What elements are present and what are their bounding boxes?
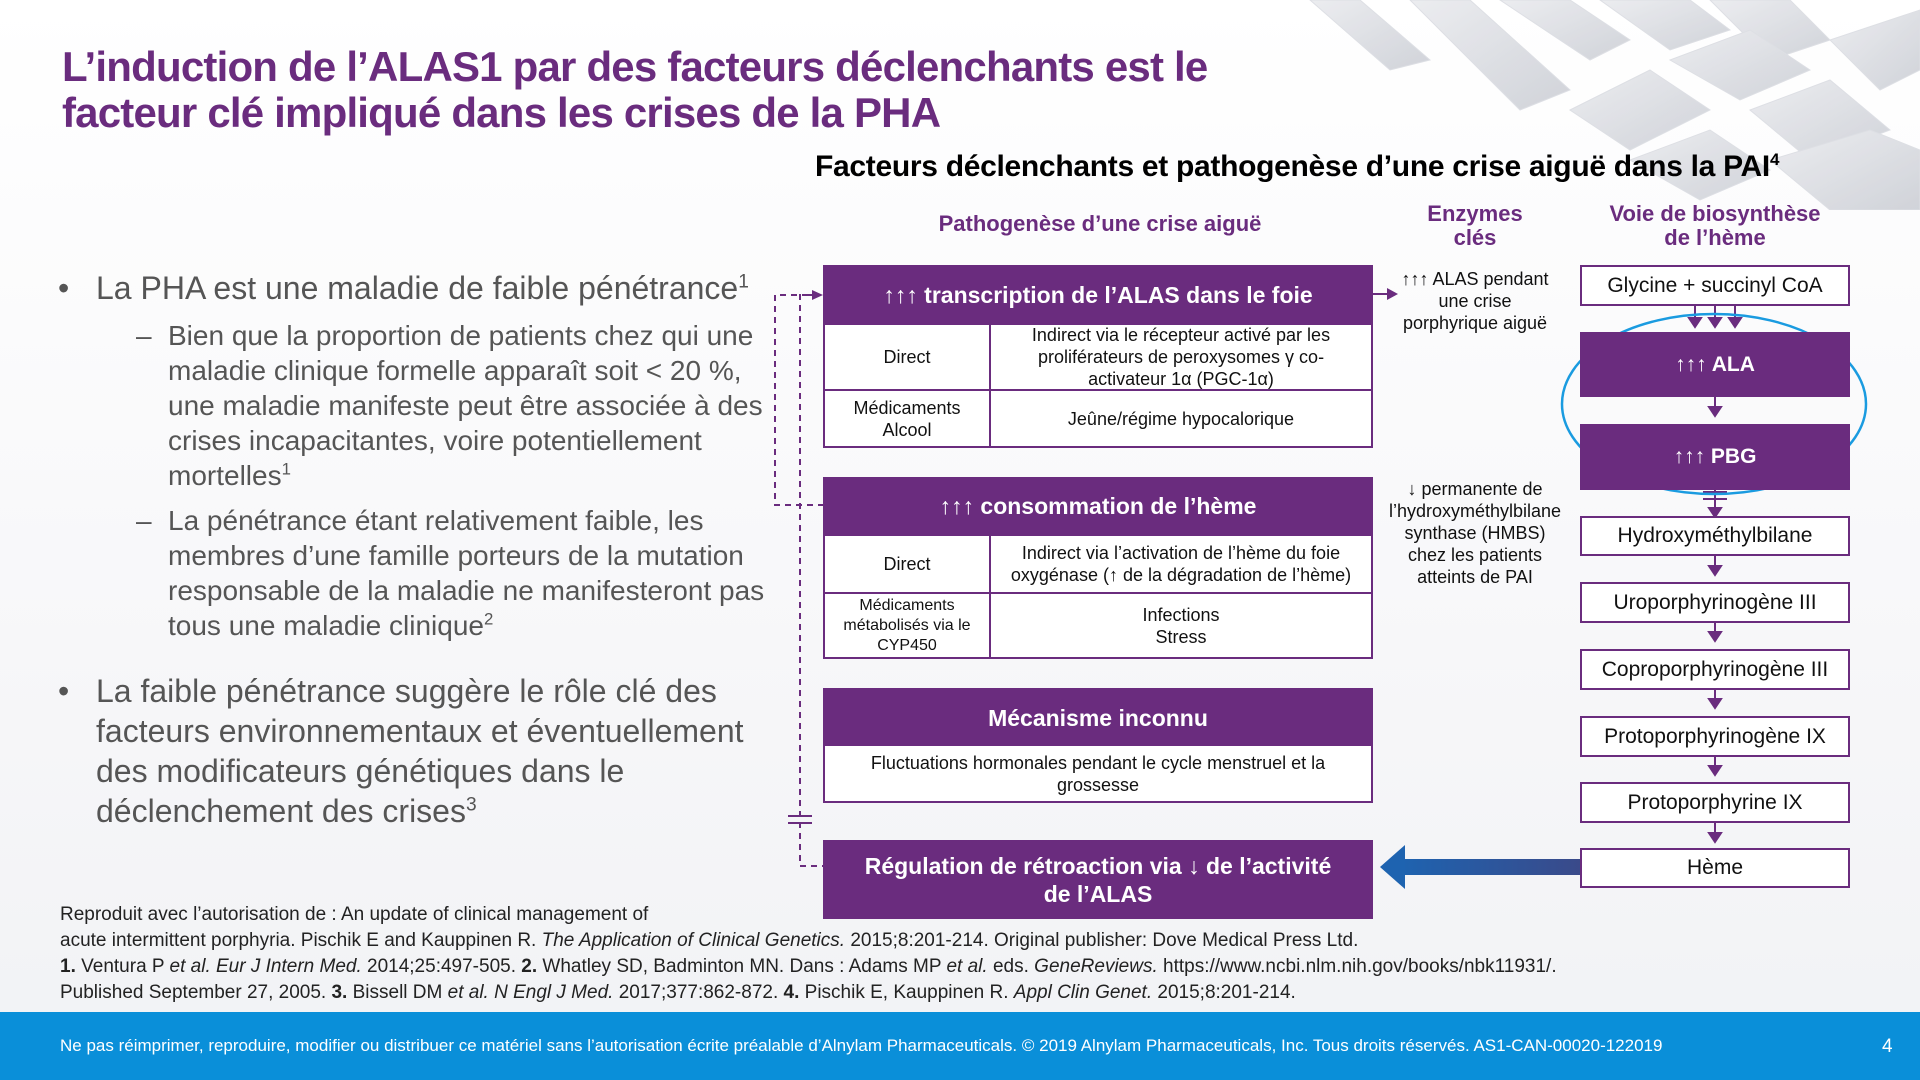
box-alas-transcription (823, 265, 1373, 448)
arrow-down-icon (1709, 566, 1721, 575)
column-header-heme-pathway (1570, 202, 1860, 250)
bullet-item-1 (58, 268, 788, 643)
dashed-arrowhead-icon (812, 290, 823, 300)
bullet-2-ref: 3 (465, 794, 477, 816)
sub-bullet-1a-text: Bien que la proportion de patients chez qui une maladie clinique formelle apparaît soit < 20 %, une maladie manifeste peut être associée à des crises incapacitantes, voire potentiellement mortelles (168, 320, 763, 491)
sub-bullet-1b-ref: 2 (483, 609, 494, 629)
box2-infections-text (991, 594, 1371, 657)
reference-line-4: Published September 27, 2005. 3. Bissell DM et al. N Engl J Med. 2017;377:862-872. 4. Pischik E, Kauppinen R. Appl Clin Genet. 2015;8:201-214. (60, 982, 1296, 1003)
arrow-down-icon (1709, 318, 1721, 327)
box2-direct-label: Direct (883, 554, 931, 574)
reference-line-3: 1. Ventura P et al. Eur J Intern Med. 2014;25:497-505. 2. Whatley SD, Badminton MN. Dans : Adams MP et al. eds. GeneReviews. https://www.ncbi.nlm.nih.gov/books/nbk11931/. (60, 956, 1557, 977)
diagram-title-ref: 4 (1769, 150, 1780, 169)
bullet-marker: • (58, 270, 70, 306)
sub-bullet-marker: – (136, 320, 152, 351)
box1-direct-label: Direct (883, 347, 931, 367)
bullet-1-ref: 1 (738, 271, 749, 293)
sub-bullet-1b (96, 503, 788, 643)
box1-fasting-text: Jeûne/régime hypocalorique (1067, 408, 1295, 429)
box1-indirect-text: Indirect via le récepteur activé par les proliférateurs de peroxysomes γ co-activateur 1α (PGC-1α) (1031, 325, 1331, 389)
box4-line-1: Régulation de rétroaction via ↓ de l’activité (864, 852, 1332, 879)
bullet-2-text: La faible pénétrance suggère le rôle clé des facteurs environnementaux et éventuellement des modificateurs génétiques dans le déclenchement des crises (96, 673, 744, 829)
pathway-step-protoporphyrin: Protoporphyrine IX (1580, 782, 1850, 823)
pathway-step-protoporphyrinogen: Protoporphyrinogène IX (1580, 716, 1850, 757)
box4-line-2: de l’ALAS (1043, 880, 1153, 907)
reference-source-line-1: Reproduit avec l’autorisation de : An update of clinical management of (60, 904, 649, 925)
sub-bullet-1a-ref: 1 (281, 459, 291, 479)
box2-indirect-text: Indirect via l’activation de l’hème du foie oxygénase (↑ de la dégradation de l’hème) (1010, 543, 1352, 585)
arrow-down-icon (1709, 833, 1721, 842)
box3-hormonal-text: Fluctuations hormonales pendant le cycle menstruel et la grossesse (870, 753, 1326, 795)
pathway-step-coproporphyrinogen: Coproporphyrinogène III (1580, 649, 1850, 690)
enzyme-alas-note: ↑↑↑ ALAS pendant une crise porphyrique aiguë (1401, 269, 1549, 333)
box1-drugs-label (825, 391, 989, 446)
sub-bullet-1b-text: La pénétrance étant relativement faible, les membres d’une famille porteurs de la mutation responsable de la maladie ne manifesteront pas tous une maladie clinique (168, 505, 765, 641)
arrow-down-icon (1709, 407, 1721, 416)
sub-bullet-1a (96, 318, 788, 493)
bullet-1-text: La PHA est une maladie de faible pénétrance (96, 270, 739, 306)
diagram-title-text: Facteurs déclenchants et pathogenèse d’une crise aiguë dans la PAI (815, 150, 1770, 183)
references (60, 902, 1860, 1006)
column-header-enzymes-line-1: Enzymes (1427, 201, 1523, 226)
sub-bullet-marker: – (136, 505, 152, 536)
arrow-down-icon (1729, 318, 1741, 327)
box1-drugs-label-line-2: Alcool (882, 419, 932, 440)
pathway-step-glycine: Glycine + succinyl CoA (1580, 265, 1850, 306)
arrow-down-icon (1709, 632, 1721, 641)
pathway-step-heme: Hème (1580, 848, 1850, 888)
pathway-step-ala: ↑↑↑ ALA (1580, 332, 1850, 397)
column-header-enzymes (1395, 202, 1555, 250)
slide-title (62, 44, 1292, 136)
box2-cyp450-label: Médicaments métabolisés via le CYP450 (843, 596, 971, 654)
slide-title-line-1: L’induction de l’ALAS1 par des facteurs déclenchants est le (62, 43, 1208, 90)
box-heme-consumption (823, 477, 1373, 659)
box-heme-consumption-header: ↑↑↑ consommation de l’hème (825, 479, 1371, 534)
box-unknown-mechanism (823, 688, 1373, 803)
bullet-item-2 (58, 671, 788, 831)
box2-infections-line-1: Infections (1142, 604, 1220, 625)
column-header-heme-pathway-line-2: de l’hème (1664, 225, 1766, 250)
pathway-step-hydroxymethylbilane: Hydroxyméthylbilane (1580, 516, 1850, 556)
box-alas-transcription-header: ↑↑↑ transcription de l’ALAS dans le foie (825, 267, 1371, 323)
bullet-marker: • (58, 673, 70, 709)
column-header-enzymes-line-2: clés (1453, 225, 1497, 250)
arrow-down-icon (1709, 699, 1721, 708)
enzyme-hmbs-note: ↓ permanente de l’hydroxyméthylbilane synthase (HMBS) chez les patients atteints de PAI (1388, 479, 1562, 587)
reference-source-line-2: acute intermittent porphyria. Pischik E and Kauppinen R. The Application of Clinical Genetics. 2015;8:201-214. Original publisher: Dove Medical Press Ltd. (60, 930, 1359, 951)
column-header-heme-pathway-line-1: Voie de biosynthèse (1609, 201, 1821, 226)
arrow-down-icon (1709, 766, 1721, 775)
column-header-pathogenesis: Pathogenèse d’une crise aiguë (938, 211, 1262, 236)
pathway-step-uroporphyrinogen: Uroporphyrinogène III (1580, 582, 1850, 623)
arrow-down-icon (1689, 318, 1701, 327)
footer-disclaimer: Ne pas réimprimer, reproduire, modifier ou distribuer ce matériel sans l’autorisation écrite préalable d’Alnylam Pharmaceuticals. © 2019 Alnylam Pharmaceuticals, Inc. Tous droits réservés. AS1-CAN-00020-122019 (60, 1036, 1663, 1055)
feedback-arrow-shaft (1400, 859, 1580, 875)
page-number: 4 (1882, 1036, 1893, 1057)
diagram-title (815, 150, 1779, 184)
box-unknown-mechanism-header: Mécanisme inconnu (825, 690, 1371, 746)
pathway-step-pbg: ↑↑↑ PBG (1580, 424, 1850, 490)
slide-title-line-2: facteur clé impliqué dans les crises de la PHA (62, 89, 941, 136)
dashed-connector-feedback (800, 295, 824, 866)
feedback-arrow-left-icon (1380, 845, 1405, 889)
box2-infections-line-2: Stress (1155, 626, 1207, 647)
box1-drugs-label-line-1: Médicaments (853, 397, 961, 418)
bullet-list (58, 268, 788, 853)
